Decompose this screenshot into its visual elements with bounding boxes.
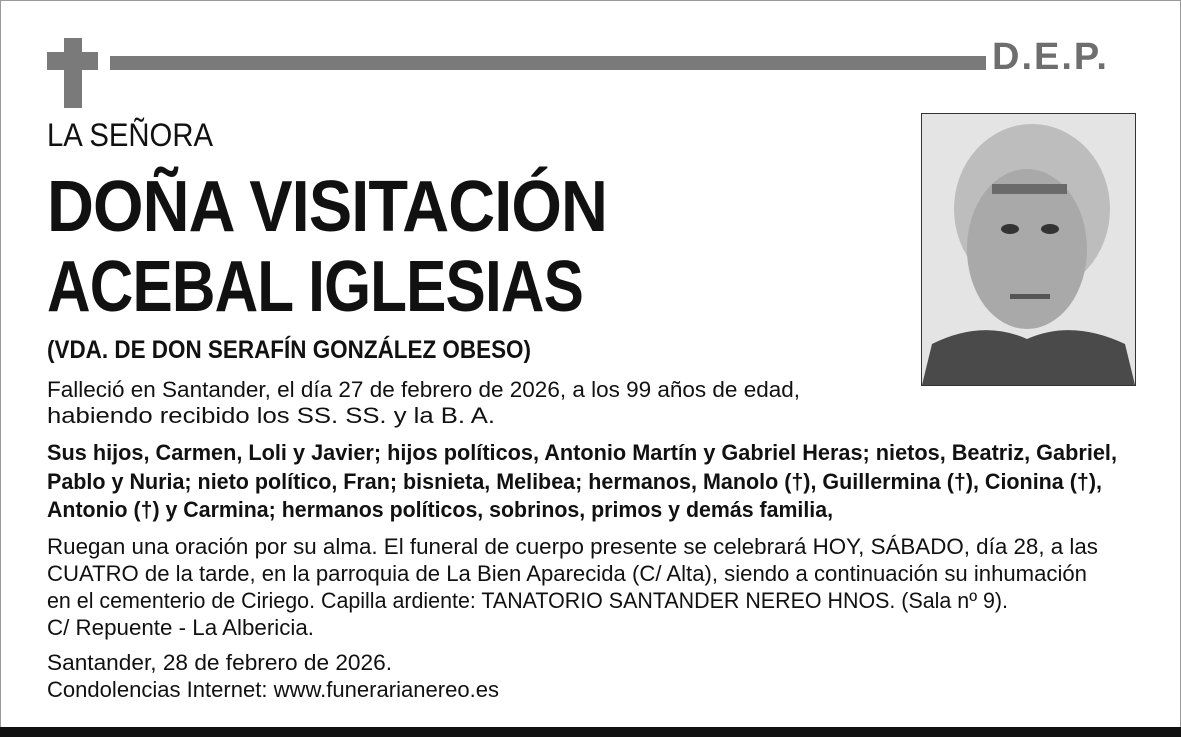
header-rule	[110, 56, 986, 70]
cross-icon-bar	[47, 52, 98, 70]
title-prefix: LA SEÑORA	[47, 117, 213, 153]
deceased-name-line-1: DOÑA VISITACIÓN	[47, 167, 607, 247]
death-notice-line: Falleció en Santander, el día 27 de febrero de 2026, a los 99 años de edad,	[47, 377, 800, 402]
death-notice-line: habiendo recibido los SS. SS. y la B. A.	[47, 403, 495, 428]
dep-label: D.E.P.	[992, 36, 1109, 78]
deceased-name-line-2: ACEBAL IGLESIAS	[47, 247, 583, 327]
funeral-line: C/ Repuente - La Albericia.	[47, 615, 314, 640]
funeral-line: CUATRO de la tarde, en la parroquia de La Bien Aparecida (C/ Alta), siendo a continuación su inhumación	[47, 561, 1087, 586]
cross-icon	[64, 38, 82, 108]
family-line: Antonio (†) y Carmina; hermanos políticos, sobrinos, primos y demás familia,	[47, 497, 833, 522]
bottom-bar	[0, 727, 1181, 737]
deceased-photo	[921, 113, 1136, 386]
family-line: Sus hijos, Carmen, Loli y Javier; hijos políticos, Antonio Martín y Gabriel Heras; nietos, Beatriz, Gabriel,	[47, 440, 1117, 465]
widow-of: (VDA. DE DON SERAFÍN GONZÁLEZ OBESO)	[47, 336, 531, 364]
family-line: Pablo y Nuria; nieto político, Fran; bisnieta, Melibea; hermanos, Manolo (†), Guillermina (†), Cionina (†),	[47, 469, 1102, 494]
funeral-line: Ruegan una oración por su alma. El funeral de cuerpo presente se celebrará HOY, SÁBADO, día 28, a las	[47, 534, 1098, 559]
funeral-line: en el cementerio de Ciriego. Capilla ardiente: TANATORIO SANTANDER NEREO HNOS. (Sala nº 9).	[47, 588, 1008, 613]
footer-condolences: Condolencias Internet: www.funerarianereo.es	[47, 677, 499, 702]
footer-date: Santander, 28 de febrero de 2026.	[47, 650, 392, 675]
